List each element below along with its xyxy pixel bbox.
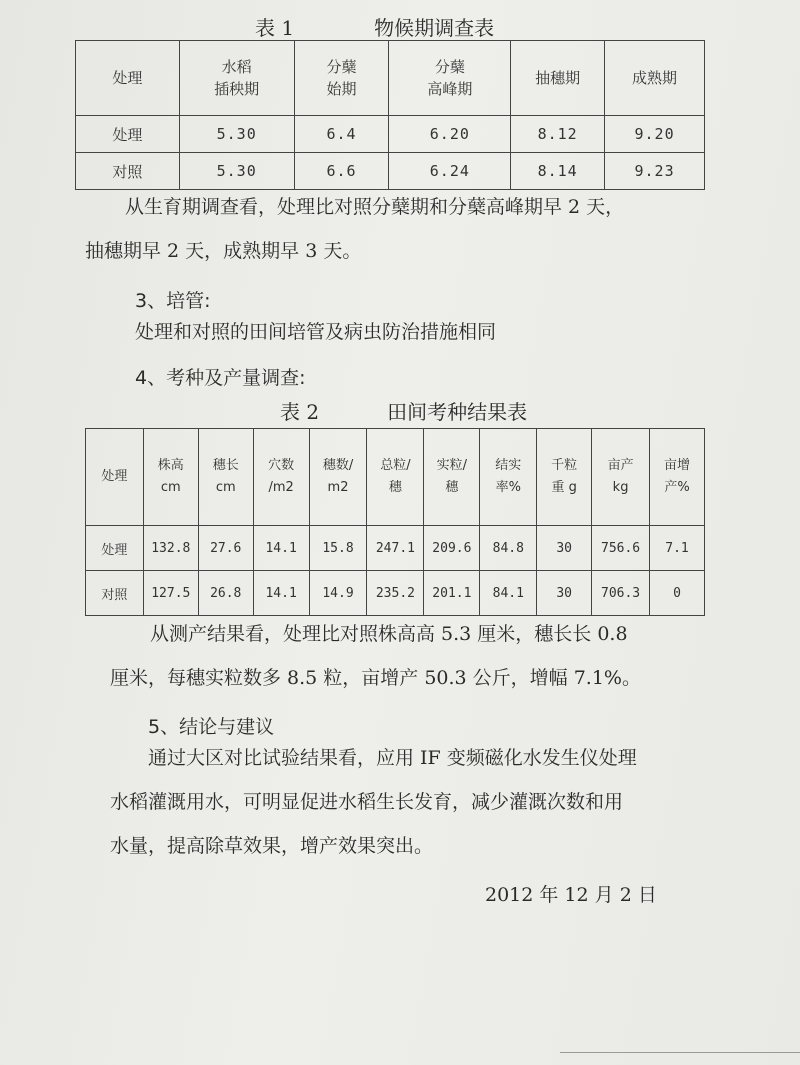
conclusion-line-1: 通过大区对比试验结果看，应用 IF 变频磁化水发生仪处理 (148, 747, 637, 769)
section-5-heading: 5、结论与建议 (148, 716, 275, 738)
table-cell: 201.1 (424, 571, 480, 616)
conclusion-line-3: 水量，提高除草效果，增产效果突出。 (110, 835, 434, 857)
row-label: 处理 (86, 526, 144, 571)
header-cell: 抽穗期 (511, 41, 605, 116)
section-3-text: 处理和对照的田间培管及病虫防治措施相同 (135, 321, 497, 343)
seed-test-table (85, 428, 705, 616)
header-cell: 株高 cm (143, 429, 198, 526)
header-cell: 亩增 产% (650, 429, 705, 526)
table-cell: 84.8 (480, 526, 537, 571)
table-cell: 30 (537, 571, 592, 616)
header-cell: 水稻 插秧期 (179, 41, 294, 116)
header-cell: 处理 (76, 41, 180, 116)
table1-caption-number: 表 1 (255, 16, 295, 40)
table-cell: 26.8 (198, 571, 253, 616)
row-label: 处理 (76, 116, 180, 153)
growth-summary-line-2: 抽穗期早 2 天，成熟期早 3 天。 (85, 240, 362, 262)
table-cell: 6.6 (294, 153, 389, 190)
header-cell: 穗数/ m2 (309, 429, 367, 526)
table1-caption (255, 12, 494, 41)
header-cell: 结实 率% (480, 429, 537, 526)
header-cell: 实粒/ 穗 (424, 429, 480, 526)
header-cell: 千粒 重 g (537, 429, 592, 526)
phenology-table (75, 40, 705, 190)
table2-caption-title: 田间考种结果表 (387, 400, 528, 424)
table-cell: 30 (537, 526, 592, 571)
table-cell: 8.12 (511, 116, 605, 153)
table-cell: 6.20 (389, 116, 511, 153)
table-cell: 5.30 (179, 116, 294, 153)
table-cell: 247.1 (367, 526, 424, 571)
conclusion-line-2: 水稻灌溉用水，可明显促进水稻生长发育，减少灌溉次数和用 (110, 791, 624, 813)
table-header-row (76, 41, 705, 116)
header-cell: 亩产 kg (592, 429, 650, 526)
table1-caption-title: 物候期调查表 (374, 16, 495, 40)
section-4-heading: 4、考种及产量调查: (135, 367, 306, 389)
table-cell: 6.24 (389, 153, 511, 190)
table-row (76, 153, 705, 190)
table2-caption (280, 396, 527, 425)
table-cell: 9.23 (605, 153, 705, 190)
header-cell: 成熟期 (605, 41, 705, 116)
header-cell: 处理 (86, 429, 144, 526)
section-3-heading: 3、培管: (135, 290, 211, 312)
table-cell: 209.6 (424, 526, 480, 571)
growth-summary-line-1: 从生育期调查看，处理比对照分蘖期和分蘖高峰期早 2 天， (125, 196, 625, 218)
table-cell: 84.1 (480, 571, 537, 616)
table-cell: 8.14 (511, 153, 605, 190)
header-cell: 分蘖 始期 (294, 41, 389, 116)
header-cell: 分蘖 高峰期 (389, 41, 511, 116)
table-cell: 7.1 (650, 526, 705, 571)
table-cell: 9.20 (605, 116, 705, 153)
yield-summary-line-2: 厘米，每穗实粒数多 8.5 粒，亩增产 50.3 公斤，增幅 7.1%。 (110, 667, 641, 689)
document-date: 2012 年 12 月 2 日 (485, 884, 657, 906)
table-cell: 706.3 (592, 571, 650, 616)
row-label: 对照 (86, 571, 144, 616)
table-cell: 756.6 (592, 526, 650, 571)
header-cell: 总粒/ 穗 (367, 429, 424, 526)
header-cell: 穗长 cm (198, 429, 253, 526)
table-cell: 15.8 (309, 526, 367, 571)
table-row (86, 526, 705, 571)
table-cell: 14.1 (253, 571, 309, 616)
table-cell: 235.2 (367, 571, 424, 616)
table-cell: 132.8 (143, 526, 198, 571)
yield-summary-line-1: 从测产结果看，处理比对照株高高 5.3 厘米，穗长长 0.8 (150, 623, 628, 645)
page-edge-divider (560, 1052, 800, 1053)
table-row (76, 116, 705, 153)
table-cell: 27.6 (198, 526, 253, 571)
table-row (86, 571, 705, 616)
table2-caption-number: 表 2 (280, 400, 320, 424)
table-cell: 127.5 (143, 571, 198, 616)
table-cell: 14.9 (309, 571, 367, 616)
header-cell: 穴数 /m2 (253, 429, 309, 526)
table-cell: 0 (650, 571, 705, 616)
row-label: 对照 (76, 153, 180, 190)
table-header-row (86, 429, 705, 526)
table-cell: 6.4 (294, 116, 389, 153)
table-cell: 5.30 (179, 153, 294, 190)
table-cell: 14.1 (253, 526, 309, 571)
